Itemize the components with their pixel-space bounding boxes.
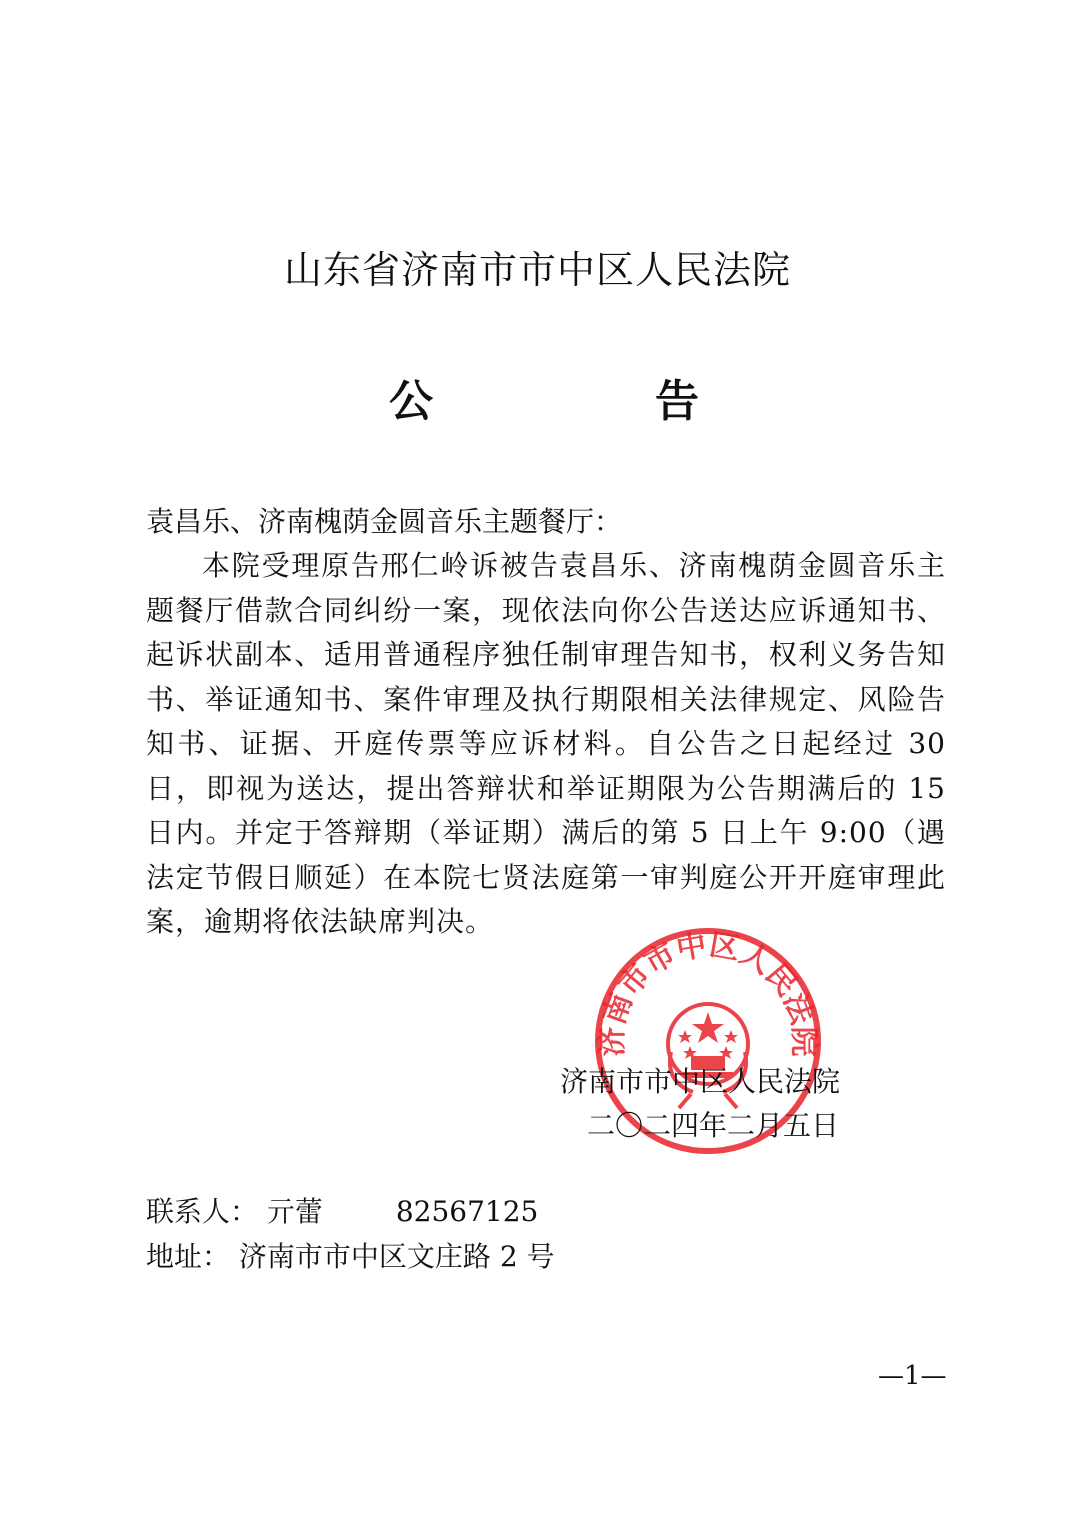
notice-body: 本院受理原告邢仁岭诉被告袁昌乐、济南槐荫金圆音乐主题餐厅借款合同纠纷一案，现依法向你公告送达应诉通知书、起诉状副本、适用普通程序独任制审理告知书，权利义务告知书、举证通知书、案件审理及执行期限相关法律规定、风险告知书、证据、开庭传票等应诉材料。自公告之日起经过 30 日，即视为送达，提出答辩状和举证期限为公告期满后的 15 日内。并定于答辩期（举证期）满后的第 5 日上午 9:00（遇法定节假日顺延）在本院七贤法庭第一审判庭公开开庭审理此案，逾期将依法缺席判决。	[146, 549, 946, 938]
addressee: 袁昌乐、济南槐荫金圆音乐主题餐厅：	[146, 505, 623, 538]
contact-line	[146, 1192, 538, 1232]
address-label: 地址：	[146, 1240, 231, 1273]
address-line	[146, 1237, 555, 1277]
title-char-1: 公	[389, 376, 433, 427]
seal-text: 济南市市中区人民法院	[594, 927, 822, 1057]
court-name: 山东省济南市市中区人民法院	[283, 248, 791, 292]
svg-text:济南市市中区人民法院	[595, 928, 821, 1057]
contact-phone: 82567125	[395, 1195, 539, 1228]
page-number: —1—	[878, 1361, 947, 1391]
signature-court: 济南市市中区人民法院	[560, 1065, 841, 1098]
title-char-2: 告	[655, 376, 699, 427]
signature-date: 二〇二四年二月五日	[587, 1109, 840, 1142]
contact-label: 联系人：	[146, 1195, 259, 1228]
notice-title	[389, 372, 699, 432]
contact-name: 亓蕾	[266, 1195, 323, 1228]
address-value: 济南市市中区文庄路 2 号	[238, 1240, 555, 1273]
